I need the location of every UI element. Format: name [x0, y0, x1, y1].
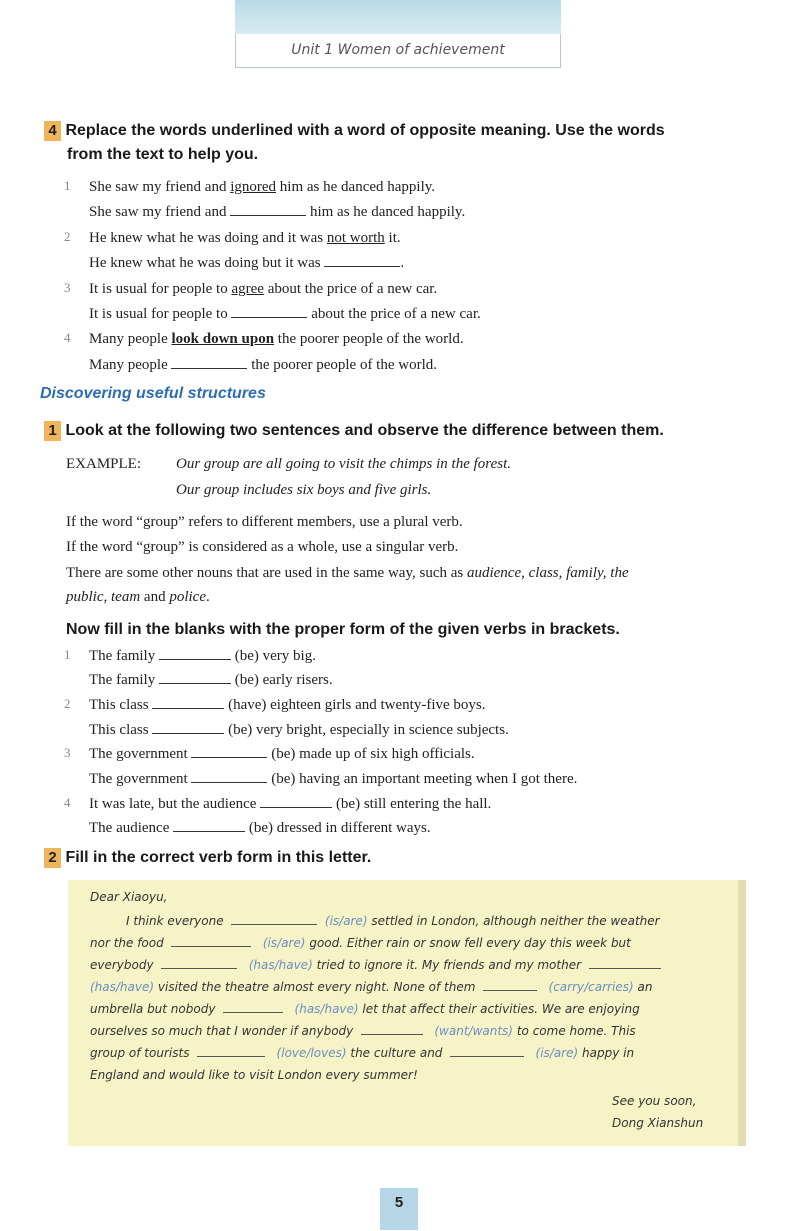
letter-text: group of tourists [90, 1046, 190, 1060]
sentence-text: It was late, but the audience [89, 796, 257, 812]
letter-signature: Dong Xianshun [612, 1116, 704, 1130]
letter-text: to come home. This [516, 1024, 636, 1038]
letter-text: happy in [582, 1046, 635, 1060]
exercise-instruction-cont: from the text to help you. [67, 146, 259, 163]
exercise-number-badge: 1 [44, 421, 61, 441]
exercise-2-heading [44, 848, 371, 868]
letter-line: England and would like to visit London every summer! [90, 1068, 418, 1082]
sentence-text: it. [384, 230, 401, 246]
answer-blank[interactable] [231, 914, 317, 925]
letter-text: nor the food [90, 936, 164, 950]
original-sentence [89, 229, 401, 247]
underlined-word: not worth [326, 230, 385, 246]
sentence-text: The family [89, 672, 156, 688]
verb-hint: (has/have) [248, 958, 313, 972]
answer-blank[interactable] [171, 356, 247, 369]
answer-blank[interactable] [223, 1002, 283, 1013]
verb-hint: (want/wants) [434, 1024, 513, 1038]
underlined-word: agree [231, 281, 264, 297]
unit-title: Unit 1 Women of achievement [291, 42, 505, 58]
original-sentence [89, 280, 437, 298]
letter-text: let that affect their activities. We are enjoying [362, 1002, 640, 1016]
exercise-instruction: Replace the words underlined with a word of opposite meaning. Use the words [65, 122, 665, 139]
rule-text-part: and [140, 589, 170, 605]
answer-blank[interactable] [171, 936, 251, 947]
rule-text-part: There are some other nouns that are used in the same way, such as [66, 565, 467, 581]
letter-text: an [637, 980, 653, 994]
sentence-text: about the price of a new car. [263, 281, 438, 297]
sentence-text: (be) made up of six high officials. [271, 746, 475, 762]
letter-text: good. Either rain or snow fell every day this week but [309, 936, 631, 950]
letter-text: visited the theatre almost every night. None of them [157, 980, 476, 994]
letter-text: everybody [90, 958, 154, 972]
letter-edge [738, 880, 746, 1146]
rewrite-sentence [89, 203, 465, 221]
answer-blank[interactable] [152, 721, 224, 734]
fill-sentence [89, 721, 509, 739]
rewrite-sentence [89, 254, 404, 272]
sentence-text: He knew what he was doing but it was [89, 255, 325, 271]
sentence-text: (be) very bright, especially in science subjects. [228, 722, 509, 738]
sentence-text: him as he danced happily. [306, 204, 466, 220]
sentence-text: The audience [89, 820, 170, 836]
exercise-number-badge: 2 [44, 848, 61, 868]
answer-blank[interactable] [361, 1024, 423, 1035]
sentence-text: (be) having an important meeting when I got there. [271, 771, 578, 787]
sentence-text: Many people [89, 357, 172, 373]
sentence-text: She saw my friend and [89, 204, 231, 220]
underlined-word: look down upon [171, 331, 275, 347]
sentence-text: He knew what he was doing and it was [89, 230, 327, 246]
letter-text: I think everyone [126, 914, 224, 928]
fill-sentence [89, 671, 333, 689]
header-decoration [235, 0, 561, 34]
answer-blank[interactable] [161, 958, 237, 969]
item-number: 3 [64, 280, 71, 295]
letter-text: ourselves so much that I wonder if anybody [90, 1024, 354, 1038]
original-sentence [89, 178, 435, 196]
exercise-number-badge: 4 [44, 121, 61, 141]
answer-blank[interactable] [324, 254, 400, 267]
verb-hint: (love/loves) [276, 1046, 347, 1060]
item-number: 2 [64, 696, 71, 711]
example-sentence: Our group includes six boys and five girls. [176, 482, 432, 498]
letter-line [90, 954, 661, 976]
letter-text: the culture and [350, 1046, 443, 1060]
sentence-text: The family [89, 648, 156, 664]
answer-blank[interactable] [230, 203, 306, 216]
fill-sentence [89, 745, 475, 763]
rule-text-part: . [205, 589, 210, 605]
verb-hint: (is/are) [535, 1046, 579, 1060]
answer-blank[interactable] [231, 305, 307, 318]
rule-italic-words: police [169, 589, 206, 605]
sentence-text: about the price of a new car. [307, 306, 481, 322]
answer-blank[interactable] [197, 1046, 265, 1057]
original-sentence [89, 330, 464, 348]
verb-hint: (is/are) [262, 936, 306, 950]
answer-blank[interactable] [589, 958, 661, 969]
item-number: 4 [64, 330, 71, 345]
sentence-text: . [400, 255, 405, 271]
exercise-instruction: Fill in the correct verb form in this letter. [65, 849, 372, 866]
rule-text [66, 564, 629, 582]
verb-hint: (has/have) [90, 980, 155, 994]
sentence-text: She saw my friend and [89, 179, 231, 195]
letter-line [126, 910, 660, 932]
verb-hint: (is/are) [324, 914, 368, 928]
exercise-4-heading [44, 121, 665, 141]
sentence-text: him as he danced happily. [276, 179, 436, 195]
sub-instruction: Now fill in the blanks with the proper form of the given verbs in brackets. [66, 621, 620, 638]
rule-text: If the word “group” refers to different members, use a plural verb. [66, 514, 463, 530]
rule-italic-words: audience, class, family, the [466, 565, 629, 581]
item-number: 3 [64, 745, 71, 760]
fill-sentence [89, 770, 577, 788]
page-number: 5 [380, 1188, 418, 1230]
sentence-text: It is usual for people to [89, 281, 232, 297]
sentence-text: (be) early risers. [234, 672, 333, 688]
sentence-text: (be) still entering the hall. [335, 796, 492, 812]
sentence-text: It is usual for people to [89, 306, 232, 322]
rule-italic-words: public, team [66, 589, 141, 605]
exercise-instruction: Look at the following two sentences and observe the difference between them. [65, 422, 664, 439]
answer-blank[interactable] [483, 980, 537, 991]
sentence-text: the poorer people of the world. [274, 331, 464, 347]
letter-line [90, 998, 640, 1020]
answer-blank[interactable] [159, 647, 231, 660]
sentence-text: Many people [89, 331, 172, 347]
letter-closing: See you soon, [612, 1094, 697, 1108]
fill-sentence [89, 795, 491, 813]
letter-line [90, 1020, 636, 1042]
answer-blank[interactable] [450, 1046, 524, 1057]
letter-line [90, 932, 631, 954]
rule-text [66, 588, 210, 606]
answer-blank[interactable] [260, 795, 332, 808]
sentence-text: This class [89, 697, 149, 713]
fill-sentence [89, 647, 316, 665]
sentence-text: This class [89, 722, 149, 738]
underlined-word: ignored [230, 179, 277, 195]
answer-blank[interactable] [191, 770, 267, 783]
sentence-text: The government [89, 746, 188, 762]
fill-sentence [89, 696, 486, 714]
item-number: 4 [64, 795, 71, 810]
rewrite-sentence [89, 305, 481, 323]
sentence-text: (be) dressed in different ways. [248, 820, 431, 836]
letter-text: tried to ignore it. My friends and my mother [316, 958, 582, 972]
verb-hint: (has/have) [294, 1002, 359, 1016]
example-sentence: Our group are all going to visit the chimps in the forest. [176, 456, 511, 472]
exercise-1-heading [44, 421, 664, 441]
letter-text: umbrella but nobody [90, 1002, 216, 1016]
answer-blank[interactable] [152, 696, 224, 709]
letter-line [90, 976, 652, 998]
sentence-text: (have) eighteen girls and twenty-five boys. [228, 697, 486, 713]
answer-blank[interactable] [191, 745, 267, 758]
letter-text: settled in London, although neither the weather [371, 914, 660, 928]
item-number: 1 [64, 178, 71, 193]
item-number: 2 [64, 229, 71, 244]
sentence-text: the poorer people of the world. [247, 357, 438, 373]
verb-hint: (carry/carries) [548, 980, 634, 994]
letter-salutation: Dear Xiaoyu, [90, 890, 168, 904]
section-title: Discovering useful structures [40, 385, 266, 402]
rewrite-sentence [89, 356, 437, 374]
answer-blank[interactable] [173, 819, 245, 832]
example-label: EXAMPLE: [66, 456, 141, 472]
sentence-text: The government [89, 771, 188, 787]
rule-text: If the word “group” is considered as a whole, use a singular verb. [66, 539, 459, 555]
answer-blank[interactable] [159, 671, 231, 684]
sentence-text: (be) very big. [234, 648, 316, 664]
fill-sentence [89, 819, 431, 837]
letter-line [90, 1042, 634, 1064]
item-number: 1 [64, 647, 71, 662]
